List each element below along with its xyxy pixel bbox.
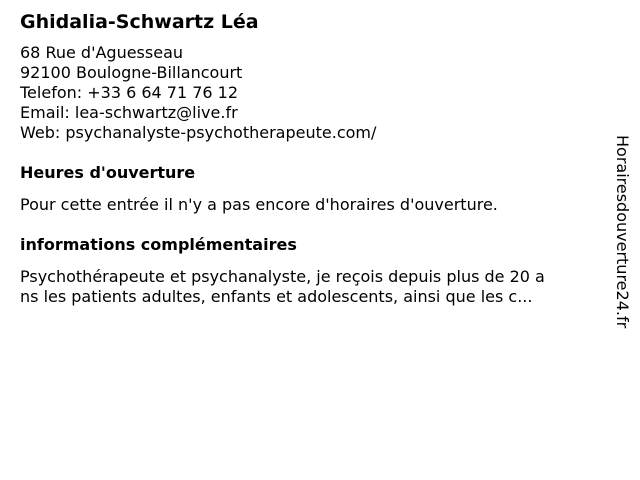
- web-line: Web: psychanalyste-psychotherapeute.com/: [20, 123, 377, 142]
- address-city: 92100 Boulogne-Billancourt: [20, 63, 243, 82]
- opening-hours-text: Pour cette entrée il n'y a pas encore d'horaires d'ouverture.: [20, 195, 498, 214]
- listing-name: Ghidalia-Schwartz Léa: [20, 11, 259, 33]
- listing-card: [20, 10, 600, 307]
- additional-info-line-2: ns les patients adultes, enfants et adolescents, ainsi que les c...: [20, 287, 533, 306]
- additional-info-heading: informations complémentaires: [20, 235, 297, 254]
- opening-hours-heading: Heures d'ouverture: [20, 163, 196, 182]
- site-watermark: Horairesdouverture24.fr: [613, 135, 632, 329]
- address-street: 68 Rue d'Aguesseau: [20, 43, 184, 62]
- additional-info-line-1: Psychothérapeute et psychanalyste, je reçois depuis plus de 20 a: [20, 267, 545, 286]
- additional-info-text: [20, 267, 600, 307]
- phone-line: Telefon: +33 6 64 71 76 12: [20, 83, 239, 102]
- email-line: Email: lea-schwartz@live.fr: [20, 103, 238, 122]
